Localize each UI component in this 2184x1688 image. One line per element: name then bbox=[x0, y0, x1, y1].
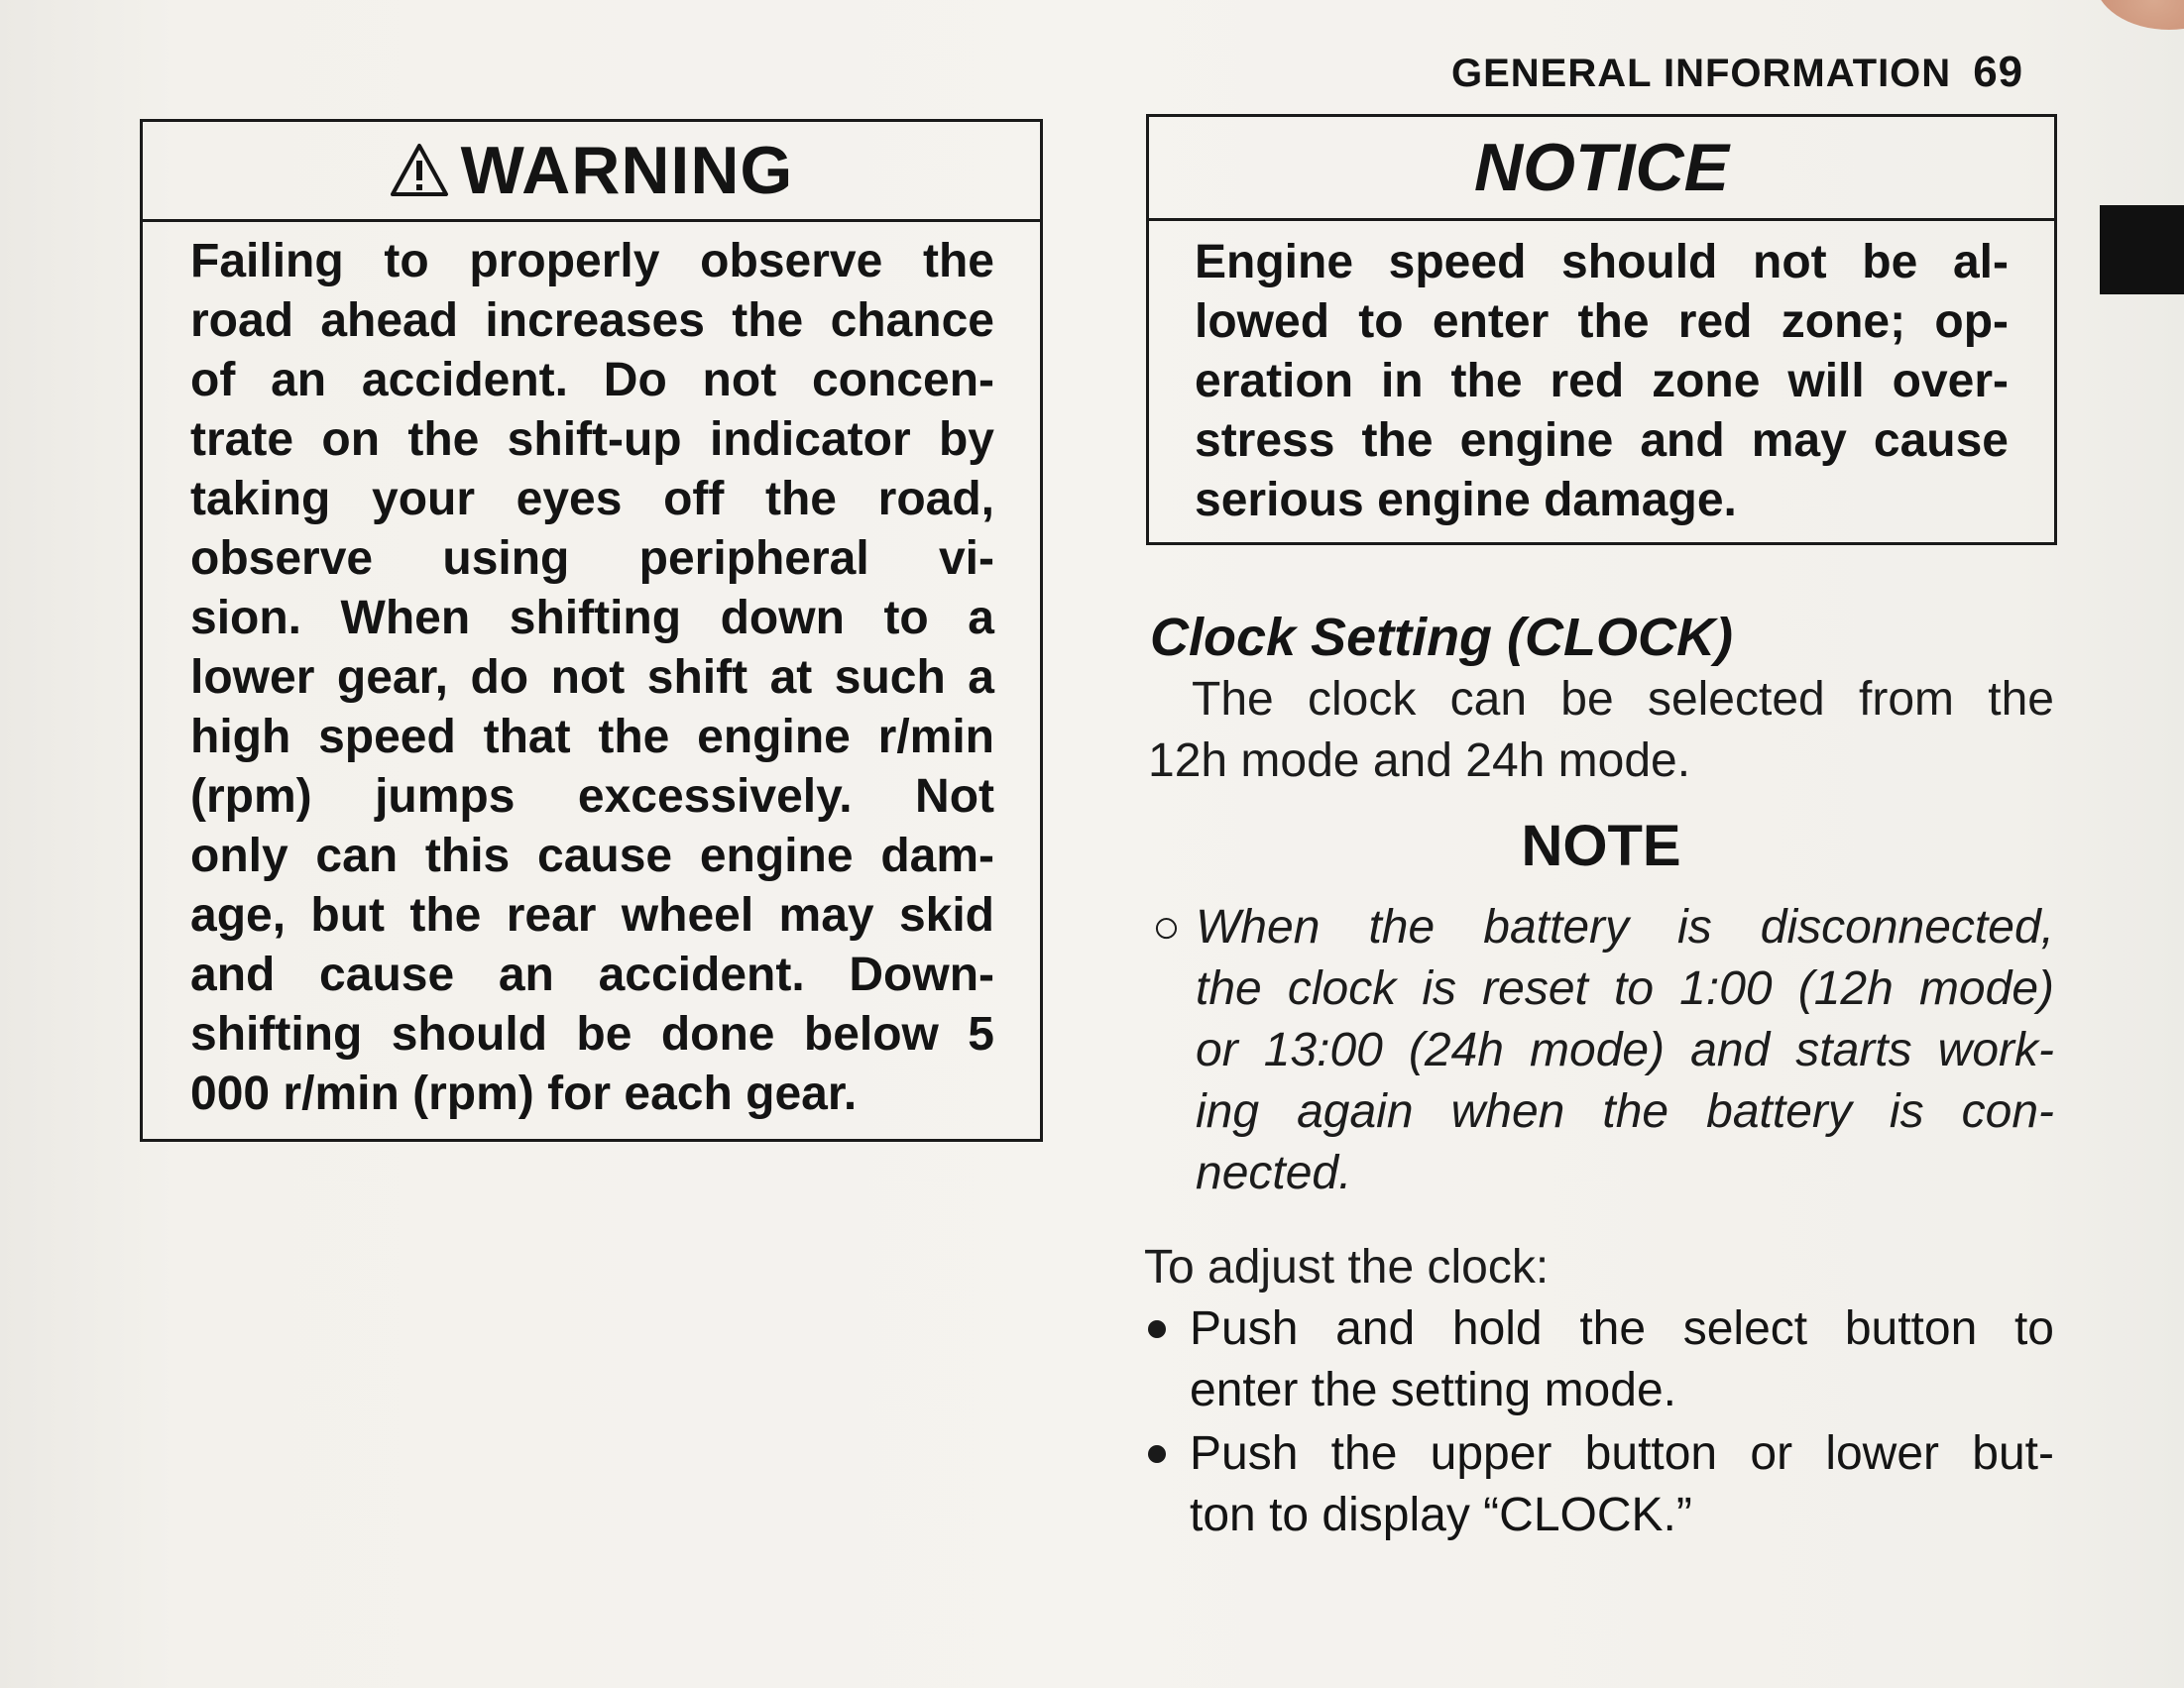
intro-line: The clock can be selected from the bbox=[1192, 673, 2054, 726]
warning-line: 000 r/min (rpm) for each gear. bbox=[190, 1068, 858, 1120]
list-item bbox=[1146, 1298, 2054, 1421]
warning-line: observe using peripheral vi- bbox=[190, 532, 994, 585]
clock-intro bbox=[1148, 669, 2054, 792]
note-line: ing again when the battery is con- bbox=[1196, 1085, 2054, 1138]
page-number: 69 bbox=[1973, 48, 2024, 96]
warning-line: shifting should be done below 5 bbox=[190, 1008, 994, 1061]
warning-line: high speed that the engine r/min bbox=[190, 711, 994, 763]
notice-text bbox=[1149, 221, 2054, 530]
intro-line: 12h mode and 24h mode. bbox=[1148, 734, 1691, 787]
warning-line: (rpm) jumps excessively. Not bbox=[190, 770, 994, 823]
note-body bbox=[1152, 897, 2054, 1204]
warning-line: trate on the shift-up indicator by bbox=[190, 413, 994, 466]
note-line: nected. bbox=[1196, 1147, 1352, 1199]
clock-section-title: Clock Setting (CLOCK) bbox=[1150, 608, 1733, 667]
notice-line: eration in the red zone will over- bbox=[1195, 355, 2009, 407]
adjust-intro bbox=[1144, 1237, 2054, 1298]
notice-line: stress the engine and may cause bbox=[1195, 414, 2009, 467]
notice-header bbox=[1149, 117, 2054, 221]
note-heading: NOTE bbox=[1521, 814, 1681, 878]
list-item bbox=[1146, 1423, 2054, 1546]
note-line: the clock is reset to 1:00 (12h mode) bbox=[1196, 962, 2054, 1015]
warning-title: WARNING bbox=[460, 133, 794, 208]
note-line: When the battery is disconnected, bbox=[1196, 901, 2054, 954]
adjust-intro-line: To adjust the clock: bbox=[1144, 1241, 1550, 1294]
step-line: ton to display “CLOCK.” bbox=[1190, 1489, 1692, 1541]
adjust-steps-list bbox=[1146, 1298, 2054, 1548]
warning-box bbox=[140, 119, 1043, 1142]
step-line: enter the setting mode. bbox=[1190, 1364, 1676, 1416]
step-line: Push and hold the select button to bbox=[1190, 1302, 2054, 1355]
warning-line: Failing to properly observe the bbox=[190, 235, 994, 287]
section-heading: GENERAL INFORMATION bbox=[1451, 52, 1952, 95]
notice-title: NOTICE bbox=[1474, 130, 1729, 205]
warning-line: lower gear, do not shift at such a bbox=[190, 651, 994, 704]
bullet-dot-icon bbox=[1148, 1445, 1166, 1463]
warning-line: and cause an accident. Down- bbox=[190, 949, 994, 1001]
note-text bbox=[1196, 897, 2054, 1204]
warning-line: only can this cause engine dam- bbox=[190, 830, 994, 882]
chapter-thumb-tab bbox=[2100, 205, 2184, 294]
note-line: or 13:00 (24h mode) and starts work- bbox=[1196, 1024, 2054, 1076]
notice-line: Engine speed should not be al- bbox=[1195, 236, 2009, 288]
notice-box bbox=[1146, 114, 2057, 545]
warning-line: road ahead increases the chance bbox=[190, 294, 994, 347]
warning-line: taking your eyes off the road, bbox=[190, 473, 994, 525]
warning-triangle-icon bbox=[390, 143, 449, 198]
warning-header bbox=[143, 122, 1040, 222]
note-circle-marker: ○ bbox=[1152, 901, 1181, 954]
notice-line: serious engine damage. bbox=[1195, 474, 1737, 526]
warning-line: of an accident. Do not concen- bbox=[190, 354, 994, 406]
warning-line: age, but the rear wheel may skid bbox=[190, 889, 994, 942]
warning-line: sion. When shifting down to a bbox=[190, 592, 994, 644]
notice-line: lowed to enter the red zone; op- bbox=[1195, 295, 2009, 348]
bullet-dot-icon bbox=[1148, 1320, 1166, 1338]
step-line: Push the upper button or lower but- bbox=[1190, 1427, 2054, 1480]
running-head bbox=[1451, 48, 2023, 97]
thumb-shadow bbox=[2095, 0, 2184, 30]
warning-text bbox=[143, 222, 1040, 1124]
